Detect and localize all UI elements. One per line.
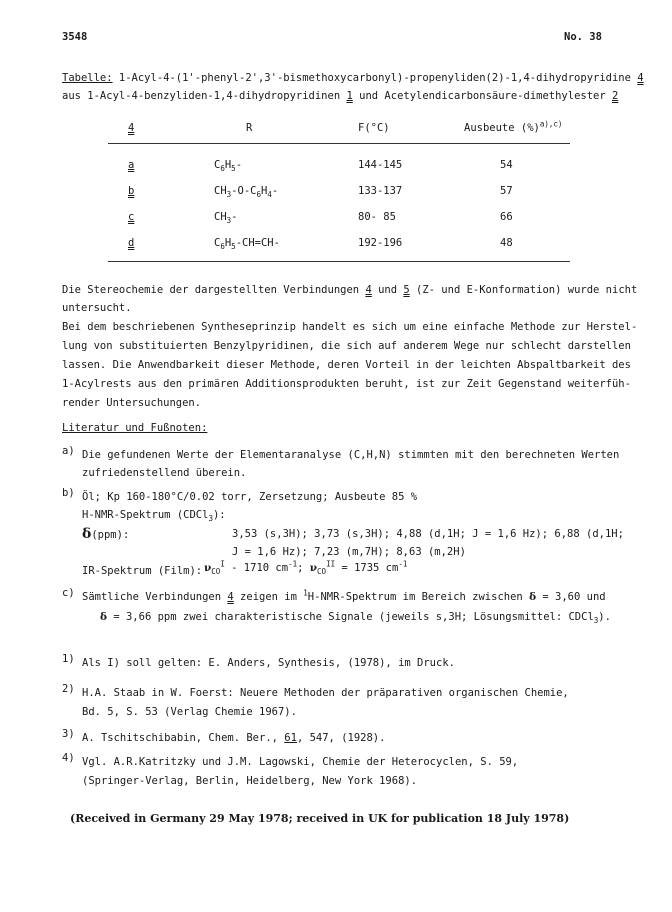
reference-line: (Springer-Verlag, Berlin, Heidelberg, New York 1968).	[82, 775, 418, 787]
table-cell-yield: 57	[500, 185, 513, 197]
footnote-c-line-1: Sämtliche Verbindungen 4 zeigen im $^1$H-NMR-Spektrum im Bereich zwischen δ = 3,60 und	[82, 588, 606, 603]
nmr-delta-label: (ppm):	[91, 529, 130, 541]
table-label: Tabelle:	[62, 72, 113, 84]
col-header-compound: 4	[128, 122, 135, 134]
table-cell-fp: 80- 85	[358, 211, 396, 223]
p2-line: lung von substituierten Benzylpyridinen, die sich auf anderem Wege nur schlecht darstellen	[62, 340, 631, 352]
p1-text-c: (Z- und E-Konformation) wurde nicht	[409, 284, 638, 296]
p1-line-2: untersucht.	[62, 302, 132, 314]
table-cell-yield: 48	[500, 237, 513, 249]
footnote-a-line-1: Die gefundenen Werte der Elementaranalyse (C,H,N) stimmten mit den berechneten Werten	[82, 449, 620, 461]
table-cell-compound: b	[128, 185, 135, 197]
delta-symbol: δ	[82, 526, 92, 542]
p2-line: Bei dem beschriebenen Syntheseprinzip handelt es sich um eine einfache Methode zur Herstel-	[62, 321, 638, 333]
footnote-a-label: a)	[62, 445, 75, 457]
footnote-a-line-2: zufriedenstellend überein.	[82, 467, 247, 479]
table-caption-text-3: und Acetylendicarbonsäure-dimethylester	[352, 90, 612, 102]
nmr-values-line-1: 3,53 (s,3H); 3,73 (s,3H); 4,88 (d,1H; J = 1,6 Hz); 6,88 (d,1H;	[232, 528, 624, 540]
journal-number: No. 38	[564, 31, 602, 43]
p1-ref-5: 5	[403, 284, 410, 296]
col-header-yield-sup: a),c)	[539, 119, 563, 129]
compound-ref-2: 2	[612, 90, 619, 102]
reference-line: Vgl. A.R.Katritzky und J.M. Lagowski, Chemie der Heterocyclen, S. 59,	[82, 756, 519, 768]
received-note: (Received in Germany 29 May 1978; received in UK for publication 18 July 1978)	[70, 812, 570, 825]
p1-ref-4: 4	[365, 284, 372, 296]
table-cell-fp: 144-145	[358, 159, 403, 171]
table-cell-fp: 192-196	[358, 237, 403, 249]
table-cell-r: $CH_3-$	[214, 211, 238, 226]
compound-ref-4: 4	[637, 72, 644, 84]
paragraph-stereochemistry	[62, 283, 637, 298]
table-cell-r: $C_6H_5-CH=CH-$	[214, 237, 280, 252]
table-cell-compound: c	[128, 211, 135, 223]
nmr-values-line-2: J = 1,6 Hz); 7,23 (m,7H); 8,63 (m,2H)	[232, 546, 466, 558]
literature-heading: Literatur und Fußnoten:	[62, 422, 208, 434]
compound-ref-1: 1	[346, 90, 353, 102]
reference-line: H.A. Staab in W. Foerst: Neuere Methoden der präparativen organischen Chemie,	[82, 687, 569, 699]
table-caption-line-1	[62, 71, 644, 86]
col-header-yield	[464, 121, 562, 136]
col-header-r: R	[246, 122, 253, 134]
reference-label: 3)	[62, 728, 75, 740]
table-caption-line-2	[62, 89, 618, 104]
ir-values: $\nu_{CO}^I - 1710$ $cm^{-1}$; $\nu_{CO}^{II} = 1735$ $cm^{-1}$	[204, 559, 408, 577]
reference-line: A. Tschitschibabin, Chem. Ber., 61, 547, (1928).	[82, 732, 386, 744]
p2-line: 1-Acylrests aus den primären Additionsprodukten beruht, ist zur Zeit Gegenstand weiterfüh-	[62, 378, 631, 390]
table-cell-yield: 54	[500, 159, 513, 171]
p2-line: render Untersuchungen.	[62, 397, 202, 409]
nmr-delta-row	[82, 525, 129, 545]
page-number: 3548	[62, 31, 88, 43]
reference-label: 2)	[62, 683, 75, 695]
col-header-yield-text: Ausbeute (%)	[464, 122, 540, 134]
p1-text-a: Die Stereochemie der dargestellten Verbindungen	[62, 284, 366, 296]
reference-line: Als I) soll gelten: E. Anders, Synthesis, (1978), im Druck.	[82, 657, 455, 669]
table-cell-compound: a	[128, 159, 135, 171]
table-caption-text-2: aus 1-Acyl-4-benzyliden-1,4-dihydropyridinen	[62, 90, 347, 102]
table-cell-compound: d	[128, 237, 135, 249]
nmr-label: H-NMR-Spektrum (CDCl$_3$):	[82, 509, 226, 524]
table-bottom-rule	[108, 261, 570, 262]
p1-text-b: und	[371, 284, 404, 296]
p2-line: lassen. Die Anwendbarkeit dieser Methode, deren Vorteil in der leichten Abspaltbarkeit des	[62, 359, 631, 371]
footnote-c-label: c)	[62, 587, 75, 599]
footnote-b-label: b)	[62, 487, 75, 499]
table-cell-r: $C_6H_5-$	[214, 159, 243, 174]
reference-label: 4)	[62, 752, 75, 764]
reference-line: Bd. 5, S. 53 (Verlag Chemie 1967).	[82, 706, 297, 718]
ir-label: IR-Spektrum (Film):	[82, 565, 203, 577]
table-cell-r: $CH_3-O-C_6H_4-$	[214, 185, 279, 200]
table-cell-fp: 133-137	[358, 185, 403, 197]
footnote-b-line-1: Öl; Kp 160-180°C/0.02 torr, Zersetzung; Ausbeute 85 %	[82, 491, 418, 503]
col-header-fp: F(°C)	[358, 122, 390, 134]
footnote-c-line-2: δ = 3,66 ppm zwei charakteristische Signale (jeweils s,3H; Lösungsmittel: CDCl$_3$).	[100, 611, 611, 626]
table-cell-yield: 66	[500, 211, 513, 223]
table-header-rule	[108, 143, 570, 144]
reference-label: 1)	[62, 653, 75, 665]
table-caption-text-1: 1-Acyl-4-(1'-phenyl-2',3'-bismethoxycarbonyl)-propenyliden(2)-1,4-dihydropyridine	[112, 72, 638, 84]
